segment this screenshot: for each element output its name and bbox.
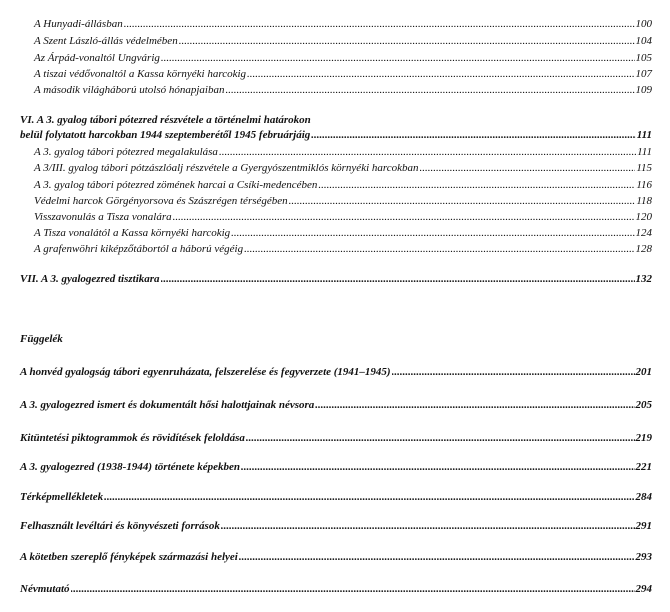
toc-entry-page: 118 <box>636 195 652 207</box>
toc-entry-title: A Szent László-állás védelmében <box>34 35 178 47</box>
toc-entry-title: A kötetben szereplő fényképek származási helyei <box>20 551 238 563</box>
leader-dots <box>289 194 636 208</box>
leader-dots <box>246 431 635 445</box>
leader-dots <box>231 226 634 240</box>
toc-entry-page: 124 <box>635 227 652 239</box>
toc-entry-page: 284 <box>635 491 652 503</box>
toc-entry-page: 120 <box>635 211 652 223</box>
toc-entry-tiszai[interactable] <box>34 67 652 81</box>
toc-entry-page: 111 <box>637 146 652 158</box>
toc-entry-title: Térképmellékletek <box>20 491 104 503</box>
toc-entry-megalakulasa[interactable] <box>34 145 652 159</box>
toc-entry-page: 291 <box>635 520 652 532</box>
toc-entry-kepekben[interactable] <box>20 460 652 474</box>
toc-entry-egyenruhazat[interactable] <box>20 365 652 379</box>
toc-entry-title: VII. A 3. gyalogezred tisztikara <box>20 273 160 285</box>
toc-entry-title: A 3. gyalogezred ismert és dokumentált hősi halottjainak névsora <box>20 399 315 411</box>
toc-entry-nevmutato[interactable] <box>20 582 652 596</box>
leader-dots <box>161 272 635 286</box>
toc-entry-title: Az Árpád-vonaltól Ungvárig <box>34 52 160 64</box>
toc-entry-page: 116 <box>636 179 652 191</box>
toc-entry-page: 294 <box>635 583 652 595</box>
toc-entry-tisza-vonal[interactable] <box>34 226 652 240</box>
appendix-heading: Függelék <box>20 333 63 345</box>
toc-entry-title: A 3/III. gyalog tábori pótzászlóalj részvétele a Gyergyószentmiklós környéki harcokban <box>34 162 419 174</box>
leader-dots <box>221 519 635 533</box>
leader-dots <box>318 178 635 192</box>
toc-entry-page: 221 <box>635 461 652 473</box>
toc-entry-title: A honvéd gyalogság tábori egyenruházata, felszerelése és fegyverzete (1941–1945) <box>20 366 391 378</box>
toc-entry-title: Visszavonulás a Tisza vonalára <box>34 211 172 223</box>
toc-entry-title: A 3. gyalog tábori pótezred zömének harcai a Csíki-medencében <box>34 179 318 191</box>
toc-entry-title: A második világháború utolsó hónapjaiban <box>34 84 225 96</box>
leader-dots <box>124 17 635 31</box>
leader-dots <box>219 145 636 159</box>
toc-entry-page: 107 <box>635 68 652 80</box>
toc-entry-title: A 3. gyalog tábori pótezred megalakulása <box>34 146 218 158</box>
leader-dots <box>244 242 634 256</box>
leader-dots <box>315 398 634 412</box>
chapter-vi-entry[interactable] <box>20 128 652 142</box>
toc-entry-fenykepek[interactable] <box>20 550 652 564</box>
leader-dots <box>241 460 635 474</box>
toc-entry-title: Névmutató <box>20 583 70 595</box>
leader-dots <box>161 51 635 65</box>
toc-entry-visszavonulas[interactable] <box>34 210 652 224</box>
toc-entry-forrasok[interactable] <box>20 519 652 533</box>
leader-dots <box>179 34 635 48</box>
leader-dots <box>392 365 635 379</box>
toc-entry-title: Védelmi harcok Görgényorsova és Szászrégen térségében <box>34 195 288 207</box>
toc-entry-page: 115 <box>636 162 652 174</box>
toc-entry-page: 201 <box>635 366 652 378</box>
toc-entry-page: 109 <box>635 84 652 96</box>
toc-entry-page: 105 <box>635 52 652 64</box>
toc-entry-hunyadi[interactable] <box>34 17 652 31</box>
toc-entry-title: A Hunyadi-állásban <box>34 18 123 30</box>
toc-entry-page: 111 <box>636 129 652 141</box>
toc-entry-piktogrammok[interactable] <box>20 431 652 445</box>
leader-dots <box>71 582 635 596</box>
toc-entry-page: 100 <box>635 18 652 30</box>
chapter-vi-title-line1: VI. A 3. gyalog tábori pótezred részvétele a történelmi határokon <box>20 114 311 126</box>
leader-dots <box>420 161 636 175</box>
toc-entry-gyergyo[interactable] <box>34 161 652 175</box>
toc-entry-page: 293 <box>635 551 652 563</box>
leader-dots <box>239 550 635 564</box>
toc-entry-title: A grafenwöhri kiképzőtábortól a háború végéig <box>34 243 244 255</box>
toc-entry-title: Kitüntetési piktogrammok és rövidítések feloldása <box>20 432 245 444</box>
toc-entry-title: A 3. gyalogezred (1938-1944) története képekben <box>20 461 240 473</box>
toc-entry-arpad[interactable] <box>34 51 652 65</box>
leader-dots <box>173 210 635 224</box>
toc-entry-title: A tiszai védővonaltól a Kassa környéki harcokig <box>34 68 247 80</box>
toc-entry-page: 219 <box>635 432 652 444</box>
toc-entry-terkepmellekletek[interactable] <box>20 490 652 504</box>
toc-entry-page: 205 <box>635 399 652 411</box>
toc-entry-hosi-halottak[interactable] <box>20 398 652 412</box>
toc-entry-masodik[interactable] <box>34 83 652 97</box>
leader-dots <box>247 67 634 81</box>
leader-dots <box>225 83 634 97</box>
leader-dots <box>104 490 634 504</box>
toc-entry-title: A Tisza vonalától a Kassa környéki harcokig <box>34 227 231 239</box>
toc-entry-gorgenyorsova[interactable] <box>34 194 652 208</box>
toc-entry-page: 104 <box>635 35 652 47</box>
toc-entry-title: belül folytatott harcokban 1944 szeptemberétől 1945 februárjáig <box>20 129 311 141</box>
leader-dots <box>311 128 635 142</box>
toc-entry-page: 132 <box>635 273 652 285</box>
chapter-vii-entry[interactable] <box>20 272 652 286</box>
toc-entry-page: 128 <box>635 243 652 255</box>
toc-entry-szent-laszlo[interactable] <box>34 34 652 48</box>
toc-entry-csiki[interactable] <box>34 178 652 192</box>
toc-entry-grafenwohr[interactable] <box>34 242 652 256</box>
toc-entry-title: Felhasznált levéltári és könyvészeti források <box>20 520 220 532</box>
